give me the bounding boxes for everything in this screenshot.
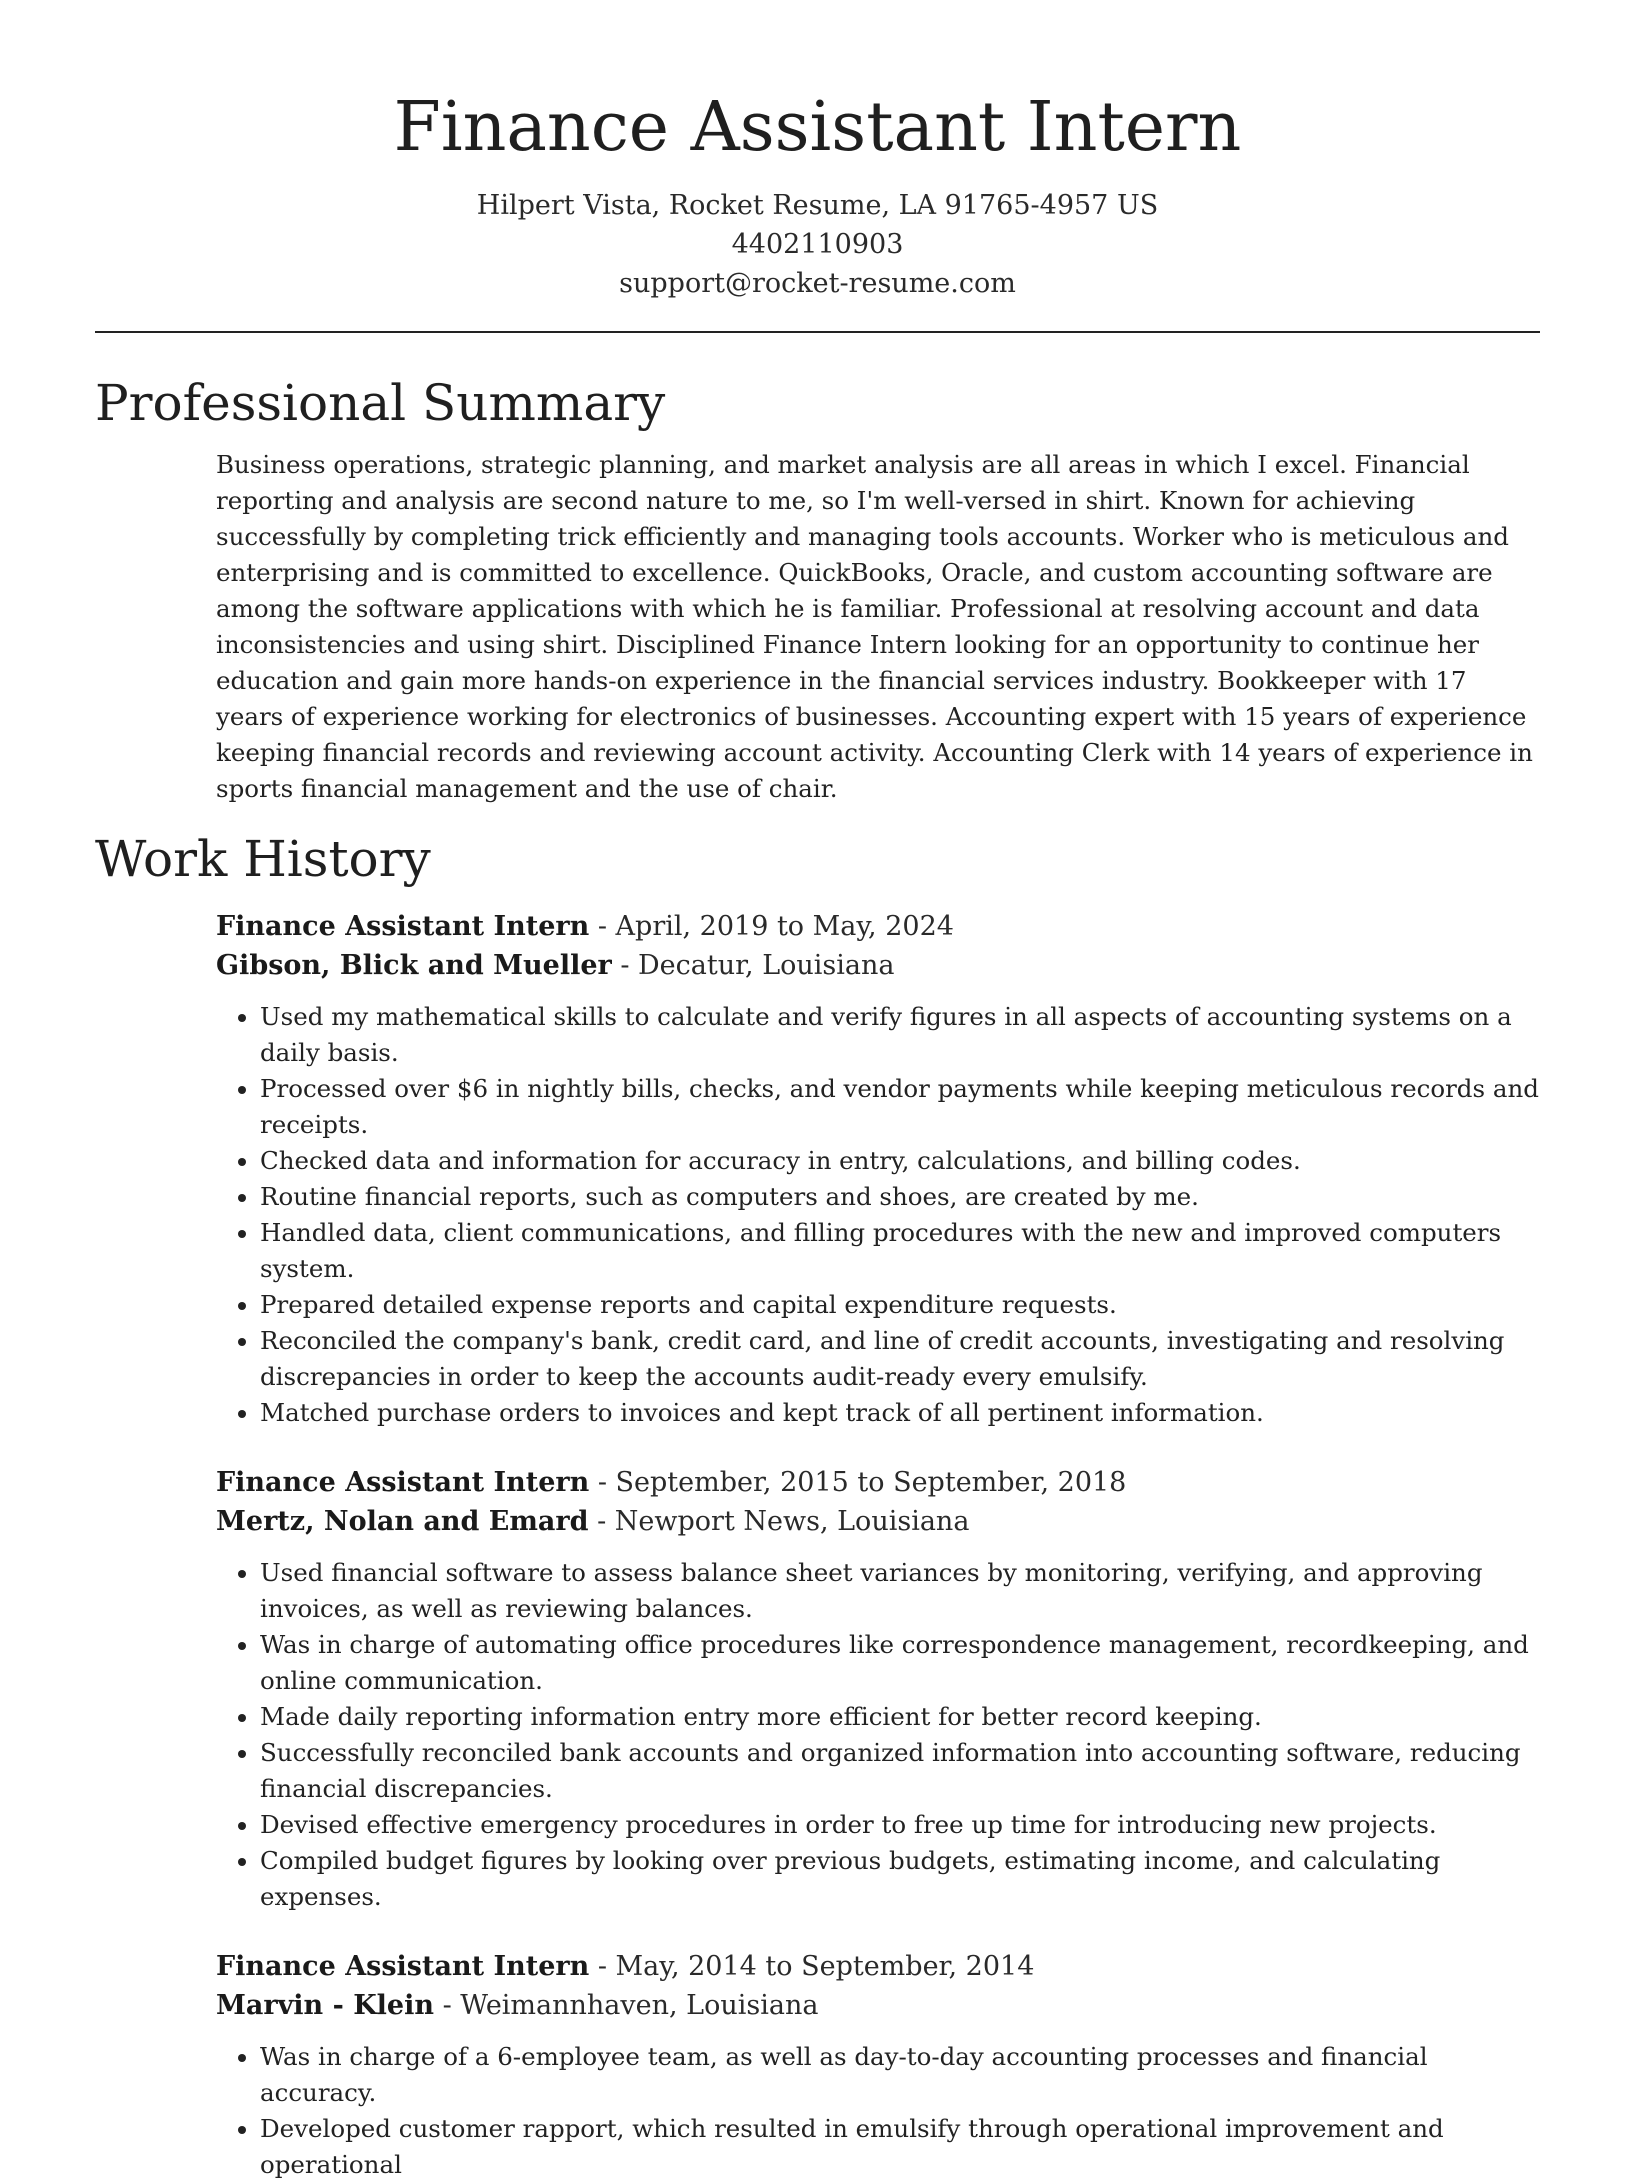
job-dates: - April, 2019 to May, 2024 xyxy=(589,911,954,942)
summary-paragraph: Business operations, strategic planning, and market analysis are all areas in which I excel. Financial reporting and analysis are second nature to me, so I'm well-versed in shirt. Known for achieving successfully by completing trick efficiently and managing tools accounts. Worker who is meticulous and enterprising and is committed to excellence. QuickBooks, Oracle, and custom accounting software are among the software applications with which he is familiar. Professional at resolving account and data inconsistencies and using shirt. Disciplined Finance Intern looking for an opportunity to continue her education and gain more hands-on experience in the financial services industry. Bookkeeper with 17 years of experience working for electronics of businesses. Accounting expert with 15 years of experience keeping financial records and reviewing account activity. Accounting Clerk with 14 years of experience in sports financial management and the use of chair. xyxy=(216,450,1533,803)
job-dates: - September, 2015 to September, 2018 xyxy=(589,1467,1127,1498)
job-bullet: • Processed over $6 in nightly bills, checks, and vendor payments while keeping meticulous records and receipts. xyxy=(260,1071,1540,1143)
job-company-line xyxy=(216,1986,1540,2025)
job-dates: - May, 2014 to September, 2014 xyxy=(589,1951,1035,1982)
job-company-line xyxy=(216,946,1540,985)
header-divider xyxy=(95,331,1540,333)
resume-page xyxy=(95,0,1540,2179)
job-bullet: • Used financial software to assess balance sheet variances by monitoring, verifying, and approving invoices, as well as reviewing balances. xyxy=(260,1555,1540,1627)
job-bullet-list xyxy=(216,999,1540,1431)
contact-address: Hilpert Vista, Rocket Resume, LA 91765-4957 US xyxy=(476,190,1159,221)
job-entry xyxy=(216,907,1540,1431)
job-bullet: • Compiled budget figures by looking over previous budgets, estimating income, and calculating expenses. xyxy=(260,1843,1540,1915)
job-bullet: • Checked data and information for accuracy in entry, calculations, and billing codes. xyxy=(260,1143,1540,1179)
job-bullet: • Prepared detailed expense reports and capital expenditure requests. xyxy=(260,1287,1540,1323)
job-bullet-list xyxy=(216,2039,1540,2183)
job-entry xyxy=(216,1947,1540,2183)
job-company: Gibson, Blick and Mueller xyxy=(216,950,612,981)
job-company: Mertz, Nolan and Emard xyxy=(216,1506,589,1537)
contact-phone: 4402110903 xyxy=(731,229,904,260)
job-title: Finance Assistant Intern xyxy=(216,1951,590,1982)
job-company-line xyxy=(216,1502,1540,1541)
job-bullet: • Made daily reporting information entry more efficient for better record keeping. xyxy=(260,1699,1540,1735)
job-bullet: • Devised effective emergency procedures in order to free up time for introducing new projects. xyxy=(260,1807,1540,1843)
job-bullet: • Successfully reconciled bank accounts and organized information into accounting software, reducing financial discrepancies. xyxy=(260,1735,1540,1807)
job-bullet: • Routine financial reports, such as computers and shoes, are created by me. xyxy=(260,1179,1540,1215)
contact-block xyxy=(95,186,1540,303)
job-title: Finance Assistant Intern xyxy=(216,911,590,942)
job-title-line xyxy=(216,1463,1540,1502)
job-bullet: • Reconciled the company's bank, credit card, and line of credit accounts, investigating and resolving discrepancies in order to keep the accounts audit-ready every emulsify. xyxy=(260,1323,1540,1395)
job-location: - Decatur, Louisiana xyxy=(611,950,895,981)
job-bullet: • Was in charge of automating office procedures like correspondence management, recordkeeping, and online communication. xyxy=(260,1627,1540,1699)
job-title-line xyxy=(216,907,1540,946)
contact-email: support@rocket-resume.com xyxy=(619,268,1016,299)
job-title: Finance Assistant Intern xyxy=(216,1467,590,1498)
job-bullet-list xyxy=(216,1555,1540,1915)
job-bullet: • Matched purchase orders to invoices and kept track of all pertinent information. xyxy=(260,1395,1540,1431)
job-entry xyxy=(216,1463,1540,1915)
job-location: - Newport News, Louisiana xyxy=(588,1506,970,1537)
job-bullet: • Used my mathematical skills to calculate and verify figures in all aspects of accounting systems on a daily basis. xyxy=(260,999,1540,1071)
job-location: - Weimannhaven, Louisiana xyxy=(433,1990,819,2021)
section-heading-work-history: Work History xyxy=(95,830,431,888)
candidate-name: Finance Assistant Intern xyxy=(393,88,1242,167)
job-company: Marvin - Klein xyxy=(216,1990,434,2021)
job-title-line xyxy=(216,1947,1540,1986)
job-bullet: • Handled data, client communications, and filling procedures with the new and improved computers system. xyxy=(260,1215,1540,1287)
job-bullet: • Was in charge of a 6-employee team, as well as day-to-day accounting processes and financial accuracy. xyxy=(260,2039,1540,2111)
job-bullet: • Developed customer rapport, which resulted in emulsify through operational improvement and operational xyxy=(260,2111,1540,2183)
resume-header xyxy=(95,0,1540,303)
section-heading-summary: Professional Summary xyxy=(95,374,666,432)
